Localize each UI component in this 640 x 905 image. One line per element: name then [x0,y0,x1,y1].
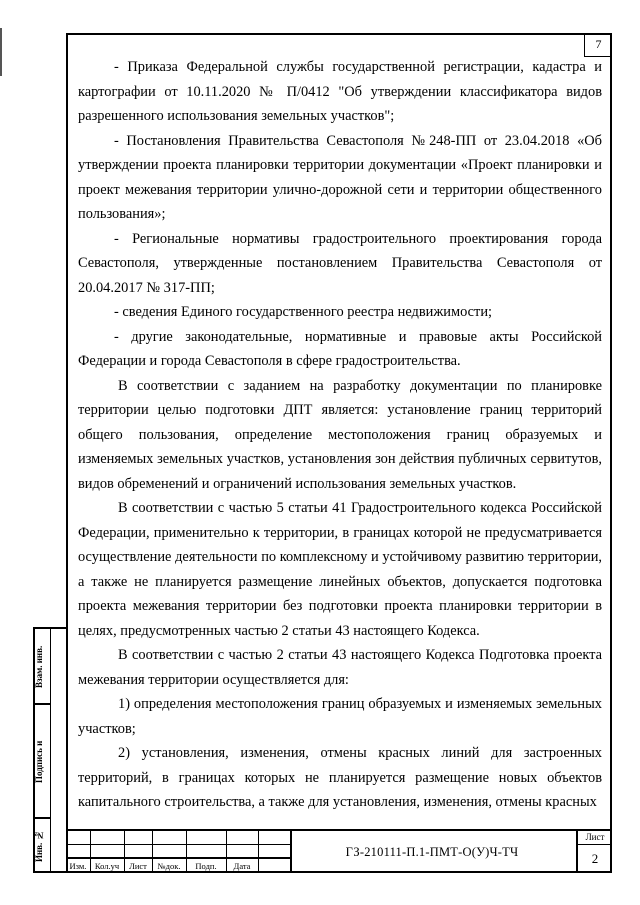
paragraph: 1) определения местоположения границ образуемых и изменяемых земельных участков; [78,696,602,737]
sheet-label: Лист [578,831,612,845]
page-frame [66,33,612,873]
paragraph: 2) установления, изменения, отмены красных линий для застроенных территорий, в границах которых не планируется размещение новых объектов капитального строительства, а также для установления, изменения, отмены красных [78,745,602,810]
paragraph: - сведения Единого государственного реестра недвижимости; [114,304,493,320]
side-cell-vzam [35,629,51,705]
title-block [66,829,612,873]
page-number-top: 7 [584,33,612,57]
sheet-number: 2 [591,851,599,866]
paragraph: В соответствии с частью 2 статьи 43 настоящего Кодекса Подготовка проекта межевания территории осуществляется для: [78,647,602,688]
tb-header-list: Лист [129,861,147,871]
side-label-inv-no: Инв. № [34,830,44,862]
tb-header-ndok: №док. [157,861,181,871]
side-cell-inv-no [35,819,51,873]
tb-header-podp: Подп. [195,861,217,871]
paragraph: - Региональные нормативы градостроительного проектирования города Севастополя, утвержденные постановлением Правительства Севастополя от 20.04.2017 № 317-ПП; [78,230,602,296]
tb-header-data: Дата [233,861,251,871]
scan-edge-mark [0,28,2,76]
paragraph: - Постановления Правительства Севастополя №248-ПП от 23.04.2018 «Об утверждении проекта планировки территории документации «Проект планировки и проект межевания территории улично-дорожной сети и территории общественного пользования»; [78,132,602,222]
paragraph: В соответствии с заданием на разработку документации по планировке территории целью подготовки ДПТ является: установление границ территорий общего пользования, определение местоположения границ образуемых и изменяемых земельных участков, установления зон действия публичных сервитутов, видов обременений и ограничений использования земельных участков. [78,377,602,492]
paragraph: В соответствии с частью 5 статьи 41 Градостроительного кодекса Российской Федерации, применительно к территории, в границах которой не предусматривается осуществление деятельности по комплексному и устойчивому развитию территории, а также не планируется размещение линейных объектов, допускается подготовка проекта межевания территории без подготовки проекта планировки территории в целях, предусмотренных частью 2 статьи 43 настоящего Кодекса. [78,500,602,639]
side-stamp [33,627,66,873]
sheet-box [576,831,612,873]
side-label-podpis: Подпись и [34,740,44,784]
document-code: ГЗ-210111-П.1-ПМТ-О(У)Ч-ТЧ [345,845,519,859]
paragraph: - другие законодательные, нормативные и правовые акты Российской Федерации и города Севастополя в сфере градостроительства. [78,328,602,369]
tb-header-kol-uch: Кол.уч [94,861,120,871]
side-cell-podpis [35,705,51,819]
paragraph: - Приказа Федеральной службы государственной регистрации, кадастра и картографии от 10.11.2020 № П/0412 "Об утверждении классификатора видов разрешенного использования земельных участков"; [78,59,602,124]
tb-header-izm: Изм. [69,861,87,871]
document-body [78,55,602,815]
title-block-grid [66,831,290,873]
side-label-vzam-inv: Взам. инв. [34,645,44,689]
